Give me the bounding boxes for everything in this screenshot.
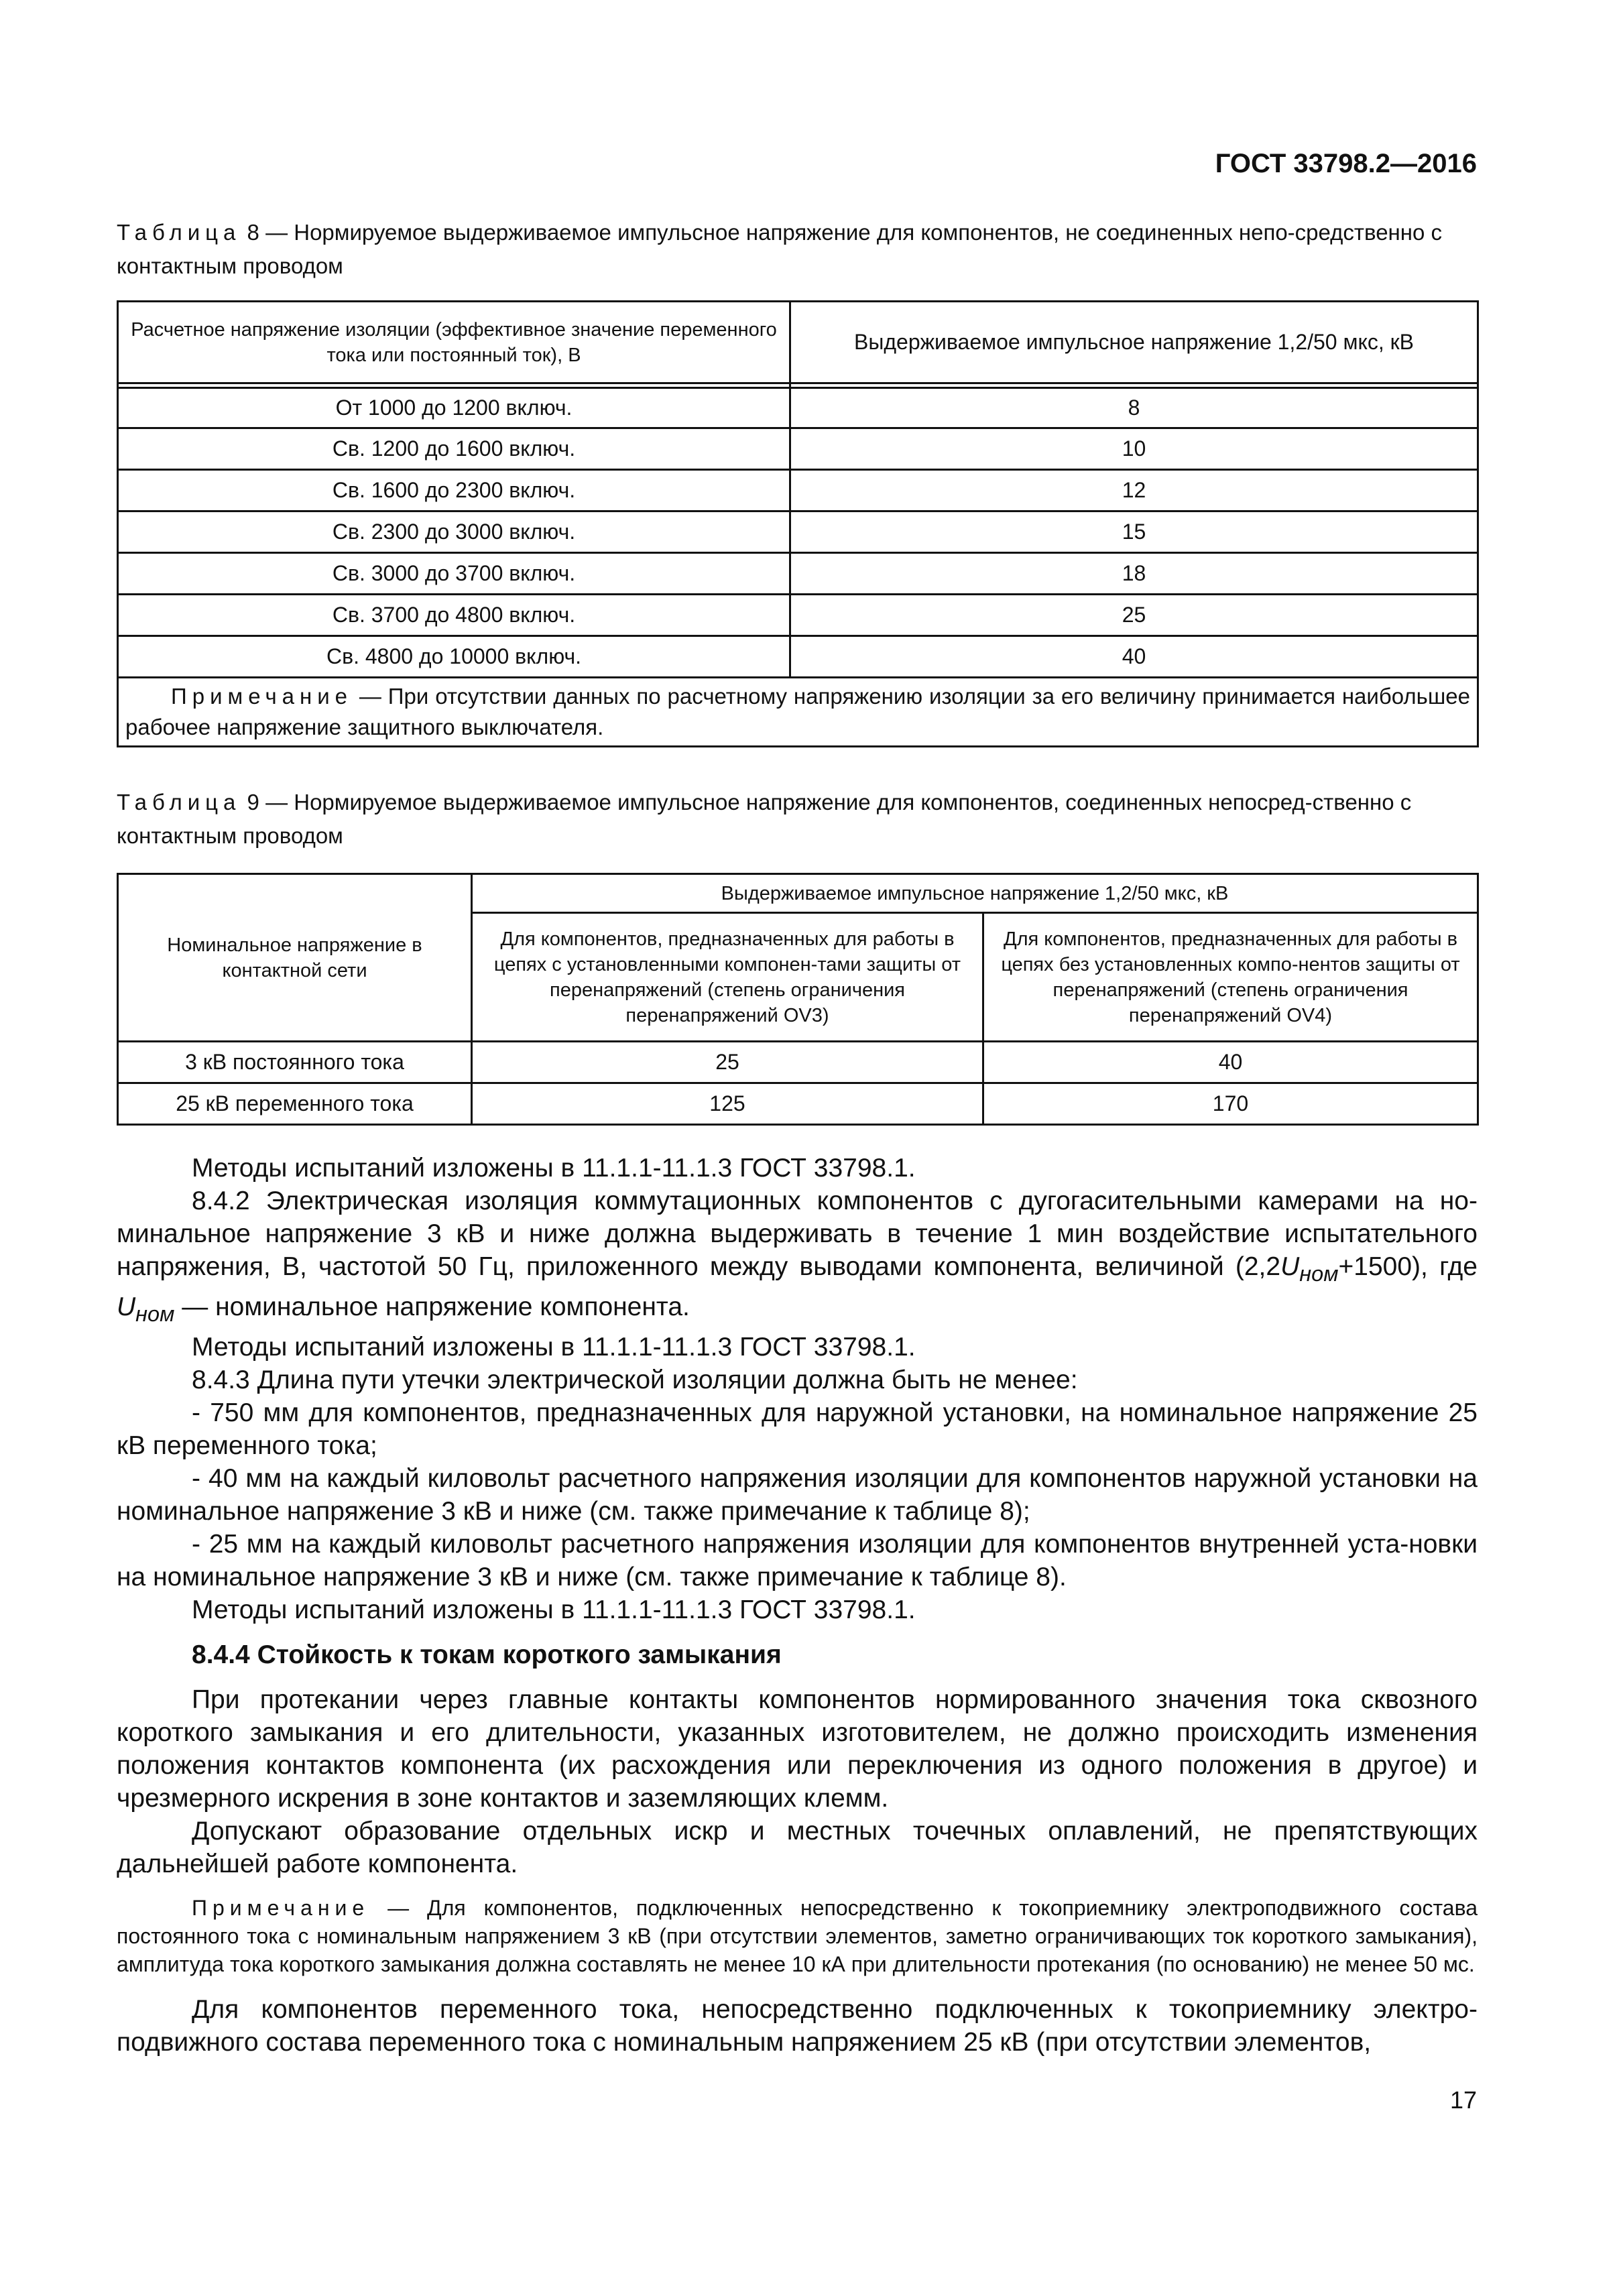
paragraph-text: +1500), где — [1338, 1252, 1478, 1281]
paragraph-text: 8.4.2 Электрическая изоляция коммутационных компонентов с дугогасительными камерами на но-минальное напряжение 3 кВ и ниже должна выдерживать в течение 1 мин воздействие испытательного напряжения, В, частотой 50 Гц, приложенного между выводами компонента, величиной (2,2 — [117, 1187, 1478, 1281]
list-item: - 25 мм на каждый киловольт расчетного напряжения изоляции для компонентов внутренней уста-новки на номинальное напряжение 3 кВ и ниже (см. также примечание к таблице 8). — [117, 1529, 1478, 1591]
table9-caption — [117, 786, 1478, 853]
table8-range: От 1000 до 1200 включ. — [118, 388, 790, 428]
table-row — [118, 511, 1478, 553]
table9-sub1-header: Для компонентов, предназначенных для работы в цепях с установленными компонен-тами защиты от перенапряжений (степень ограничения перенапряжений OV3) — [472, 913, 983, 1042]
table-row — [118, 470, 1478, 511]
table9-sub2-header: Для компонентов, предназначенных для работы в цепях без установленных компо-нентов защиты от перенапряжений (степень ограничения перенапряжений OV4) — [983, 913, 1478, 1042]
table-9 — [117, 873, 1479, 1126]
formula-subscript: ном — [1299, 1261, 1339, 1286]
body-text — [117, 1152, 1478, 2059]
table8-value: 10 — [790, 428, 1478, 470]
table8-col2-header: Выдерживаемое импульсное напряжение 1,2/50 мкс, кВ — [790, 302, 1478, 383]
paragraph: Методы испытаний изложены в 11.1.1-11.1.3 ГОСТ 33798.1. — [192, 1332, 916, 1362]
table8-range: Св. 1600 до 2300 включ. — [118, 470, 790, 511]
paragraph: Методы испытаний изложены в 11.1.1-11.1.3 ГОСТ 33798.1. — [192, 1154, 916, 1183]
table9-col1-header: Номинальное напряжение в контактной сети — [118, 874, 472, 1042]
table9-ov4: 40 — [983, 1042, 1478, 1083]
table8-value: 12 — [790, 470, 1478, 511]
table9-voltage: 3 кВ постоянного тока — [118, 1042, 472, 1083]
table8-note-text: — При отсутствии данных по расчетному напряжению изоляции за его величину принимается наибольшее рабочее напряжение защитного выключателя. — [125, 684, 1470, 739]
table-row — [118, 553, 1478, 595]
note — [117, 1894, 1478, 1978]
table8-caption — [117, 216, 1478, 283]
table9-caption-label: Таблица — [117, 790, 241, 814]
table9-voltage: 25 кВ переменного тока — [118, 1083, 472, 1125]
document-header: ГОСТ 33798.2—2016 — [1215, 149, 1477, 178]
paragraph: Методы испытаний изложены в 11.1.1-11.1.3 ГОСТ 33798.1. — [192, 1595, 916, 1624]
table8-caption-text: 8 — Нормируемое выдерживаемое импульсное напряжение для компонентов, не соединенных непо-средственно с контактным проводом — [117, 220, 1443, 278]
formula-subscript: ном — [135, 1301, 175, 1326]
paragraph-8-4-2 — [117, 1185, 1478, 1331]
table8-range: Св. 3000 до 3700 включ. — [118, 553, 790, 595]
table-row — [118, 1042, 1478, 1083]
table8-value: 40 — [790, 636, 1478, 678]
table-8 — [117, 300, 1479, 747]
table9-ov4: 170 — [983, 1083, 1478, 1125]
list-item: - 750 мм для компонентов, предназначенных для наружной установки, на номинальное напряжение 25 кВ переменного тока; — [117, 1398, 1478, 1460]
note-label: Примечание — [192, 1895, 370, 1920]
paragraph: При протекании через главные контакты компонентов нормированного значения тока сквозного короткого замыкания и его длительности, указанных изготовителем, не должно происходить изменения положения контактов компонента (их расхождения или переключения из одного положения в другое) и чрезмерного искрения в зоне контактов и заземляющих клемм. — [117, 1685, 1478, 1813]
formula-symbol: U — [117, 1292, 136, 1321]
table9-ov3: 125 — [472, 1083, 983, 1125]
table9-caption-text: 9 — Нормируемое выдерживаемое импульсное напряжение для компонентов, соединенных непосред-ственно с контактным проводом — [117, 790, 1412, 848]
section-heading: 8.4.4 Стойкость к токам короткого замыкания — [192, 1640, 782, 1669]
table8-range: Св. 1200 до 1600 включ. — [118, 428, 790, 470]
table8-value: 15 — [790, 511, 1478, 553]
table8-note — [118, 678, 1478, 747]
paragraph: Для компонентов переменного тока, непосредственно подключенных к токоприемнику электро-подвижного состава переменного тока с номинальным напряжением 25 кВ (при отсутствии элементов, — [117, 1994, 1478, 2057]
note-text: — Для компонентов, подключенных непосредственно к токоприемнику электроподвижного состава постоянного тока с номинальным напряжением 3 кВ (при отсутствии элементов, заметно ограничивающих ток короткого замыкания), амплитуда тока короткого замыкания должна составлять не менее 10 кА при длительности протекания (по основанию) не менее 50 мс. — [117, 1895, 1478, 1976]
paragraph: Допускают образование отдельных искр и местных точечных оплавлений, не препятствующих дальнейшей работе компонента. — [117, 1816, 1478, 1878]
table-row — [118, 595, 1478, 636]
table-row — [118, 428, 1478, 470]
table-row — [118, 1083, 1478, 1125]
table9-group-header: Выдерживаемое импульсное напряжение 1,2/50 мкс, кВ — [472, 874, 1478, 913]
paragraph-text: — номинальное напряжение компонента. — [174, 1292, 690, 1321]
table8-range: Св. 4800 до 10000 включ. — [118, 636, 790, 678]
formula-symbol: U — [1280, 1252, 1300, 1281]
table8-col1-header: Расчетное напряжение изоляции (эффективное значение переменного тока или постоянный ток), В — [118, 302, 790, 383]
table9-ov3: 25 — [472, 1042, 983, 1083]
table8-value: 25 — [790, 595, 1478, 636]
table8-value: 18 — [790, 553, 1478, 595]
paragraph-8-4-3: 8.4.3 Длина пути утечки электрической изоляции должна быть не менее: — [192, 1365, 1078, 1394]
page-number: 17 — [1449, 2086, 1477, 2114]
table-row — [118, 636, 1478, 678]
table8-note-label: Примечание — [171, 684, 353, 709]
list-item: - 40 мм на каждый киловольт расчетного напряжения изоляции для компонентов наружной установки на номинальное напряжение 3 кВ и ниже (см. также примечание к таблице 8); — [117, 1463, 1478, 1526]
table-row — [118, 388, 1478, 428]
table8-value: 8 — [790, 388, 1478, 428]
table8-caption-label: Таблица — [117, 220, 241, 245]
table8-range: Св. 2300 до 3000 включ. — [118, 511, 790, 553]
table8-range: Св. 3700 до 4800 включ. — [118, 595, 790, 636]
